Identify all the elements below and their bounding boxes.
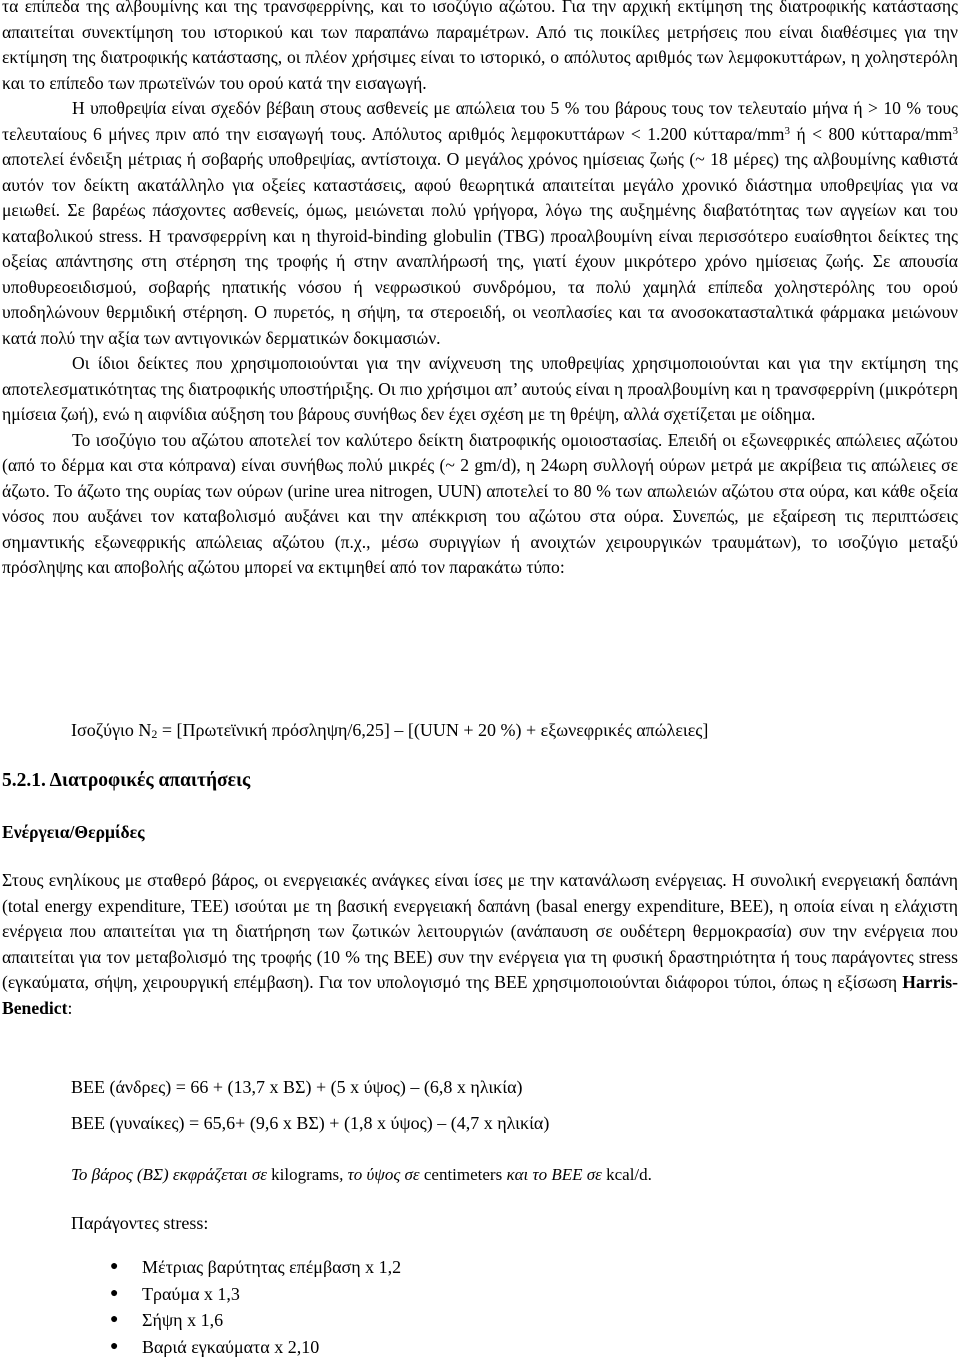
subsection-heading: Ενέργεια/Θερμίδες xyxy=(2,822,145,842)
bullet-icon: ● xyxy=(110,1259,119,1274)
formula-text: Ισοζύγιο N xyxy=(71,720,152,740)
nitrogen-balance-formula xyxy=(71,720,708,741)
text-segment: ή < 800 κύτταρα/mm xyxy=(790,123,953,144)
subscript: 2 xyxy=(151,727,158,741)
list-item xyxy=(0,1281,401,1308)
paragraph-monitoring: Οι ίδιοι δείκτες που χρησιμοποιούνται για την ανίχνευση της υποθρεψίας χρησιμοποιούνται και για την εκτίμηση της αποτελεσματικότητας της διατροφικής υποστήριξης. Οι πιο χρήσιμοι απ’ αυτούς είναι η προαλβουμίνη και η τρανσφερρίνη (μικρότερη ημίσεια ζωή), ενώ η αιφνίδια αύξηση του βάρους συνήθως δεν έχει σχέση με τη θρέψη, αλλά σχετίζεται με οίδημα. xyxy=(2,353,958,424)
list-item-label: Βαριά εγκαύματα x 2,10 xyxy=(142,1336,320,1357)
text-segment: αποτελεί ένδειξη μέτριας ή σοβαρής υποθρεψίας, αντίστοιχα. Ο μεγάλος χρόνος ημίσειας ζωής (~ 18 μέρες) της αλβουμίνης καθιστά αυτόν τον δείκτη ακατάλληλο για οξείες καταστάσεις, αφού θεωρητικά απαιτείται μεγάλο χρονικό διάστημα υποθρεψίας για να μειωθεί. Σε βαρέως πάσχοντες ασθενείς, όμως, μειώνεται πολύ γρήγορα, λόγω της αυξημένης διαβατότητας των αγγείων και του καταβολικού stress. Η τρανσφερρίνη και η thyroid-binding globulin (TBG) προαλβουμίνη είναι περισσότερο ευαίσθητοι δείκτες της οξείας απάντησης στη στέρηση της τροφής ή στην αναπλήρωσή της, γιατί έχουν μικρότερο χρόνο ημίσειας ζωής. Σε απουσία υποθυρεοειδισμού, σοβαρής ηπατικής νόσου ή νεφρωσικού συνδρόμου, τα πολύ χαμηλά επίπεδα χοληστερόλης του ορού υποδηλώνουν θερμιδική στέρηση. Ο πυρετός, η σήψη, τα στεροειδή, οι νεοπλασίες και τα ανοσοκατασταλτικά φάρμακα μειώνουν κατά πολύ την αξία των αντιγονικών δερματικών δοκιμασιών. xyxy=(2,149,958,348)
note-unit: centimeters xyxy=(423,1165,503,1184)
note-text: , το ύψος σε xyxy=(339,1165,424,1184)
note-unit: kcal/d. xyxy=(606,1165,652,1184)
list-item xyxy=(0,1334,401,1361)
bee-men-equation: BEE (άνδρες) = 66 + (13,7 x ΒΣ) + (5 x ύψος) – (6,8 x ηλικία) xyxy=(71,1077,523,1097)
stress-factors-title: Παράγοντες stress: xyxy=(71,1213,209,1233)
bee-women-equation: BEE (γυναίκες) = 65,6+ (9,6 x ΒΣ) + (1,8 x ύψος) – (4,7 x ηλικία) xyxy=(71,1113,550,1133)
list-item-label: Τραύμα x 1,3 xyxy=(142,1283,240,1304)
bold-term: Harris-Benedict xyxy=(2,972,958,1018)
list-item-label: Μέτριας βαρύτητας επέμβαση x 1,2 xyxy=(142,1257,402,1277)
superscript: 3 xyxy=(952,124,958,137)
text-segment: Η υποθρεψία είναι σχεδόν βέβαιη στους ασθενείς με απώλεια του 5 % του βάρους τους τον τελευταίο μήνα ή > 10 % τους τελευταίους 6 μήνες πριν από την εισαγωγή τους. Απόλυτος αριθμός λεμφοκυττάρων < 1.200 κύτταρα/mm xyxy=(2,98,958,144)
text-segment: : xyxy=(67,997,73,1018)
bullet-icon: ● xyxy=(110,1338,119,1354)
note-text: και το BEE σε xyxy=(502,1165,607,1184)
paragraph-assessment: τα επίπεδα της αλβουμίνης και της τρανσφερρίνης, και το ισοζύγιο αζώτου. Για την αρχική εκτίμηση της διατροφικής κατάστασης απαιτείται συνεκτίμηση του ιστορικού και των παραπάνω παραμέτρων. Από τις ποικίλες μετρήσεις που είναι διαθέσιμες για την εκτίμηση της διατροφικής κατάστασης, οι πλέον χρήσιμες είναι το ιστορικό, ο απόλυτος αριθμός των λεμφοκυττάρων, η χοληστερόλη και το επίπεδο των πρωτεϊνών του ορού κατά την εισαγωγή. xyxy=(2,0,958,93)
body-text-block-1 xyxy=(0,0,960,581)
bullet-icon: ● xyxy=(110,1312,119,1328)
paragraph-energy xyxy=(0,868,960,1021)
units-note xyxy=(71,1165,652,1185)
note-unit: kilograms xyxy=(271,1165,340,1184)
body-text-block-2 xyxy=(0,868,960,1021)
note-text: Το βάρος (ΒΣ) εκφράζεται σε xyxy=(71,1165,272,1184)
list-item-label: Σήψη x 1,6 xyxy=(142,1310,224,1331)
list-item xyxy=(0,1307,401,1334)
superscript: 3 xyxy=(784,124,790,137)
text-segment: Στους ενηλίκους με σταθερό βάρος, οι ενεργειακές ανάγκες είναι ίσες με την κατανάλωση ενέργειας. Η συνολική ενεργειακή δαπάνη (total energy expenditure, TEE) ισούται με τη βασική ενεργειακή δαπάνη (basal energy expenditure, BEE), η οποία είναι η ελάχιστη ενέργεια που απαιτείται για τη διατήρηση των ζωτικών λειτουργιών (ανάπαυση σε ουδέτερη θερμοκρασία) συν την ενέργεια που απαιτείται για τον μεταβολισμό της τροφής (10 % της BEE) συν την ενέργεια για τη φυσική δραστηριότητα ή τους παράγοντες stress (εγκαύματα, σήψη, χειρουργική επέμβαση). Για τον υπολογισμό της BEE χρησιμοποιούνται διάφοροι τύποι, όπως η εξίσωση xyxy=(2,870,958,992)
bullet-icon: ● xyxy=(110,1285,119,1301)
list-item xyxy=(0,1254,401,1281)
paragraph-malnutrition-markers xyxy=(0,96,960,351)
paragraph-nitrogen-balance: Το ισοζύγιο του αζώτου αποτελεί τον καλύτερο δείκτη διατροφικής ομοιοστασίας. Επειδή οι εξωνεφρικές απώλειες αζώτου (από το δέρμα και στα κόπρανα) είναι συνήθως πολύ μικρές (~ 2 gm/d), η 24ωρη συλλογή ούρων μετρά με ακρίβεια τις απώλειες σε άζωτο. Το άζωτο της ουρίας των ούρων (urine urea nitrogen, UUN) αποτελεί το 80 % των απωλειών αζώτου στα ούρα, και κάθε οξεία νόσος που αυξάνει τον καταβολισμό αυξάνει και την απέκκριση του αζώτου στα ούρα. Συνεπώς, με εξαίρεση τις περιπτώσεις σημαντικής εξωνεφρικής απώλειας αζώτου (π.χ., μέσω συριγγίων ή ανοιχτών χειρουργικών τραυμάτων), το ισοζύγιο μεταξύ πρόσληψης και αποβολής αζώτου μπορεί να εκτιμηθεί από τον παρακάτω τύπο: xyxy=(2,429,958,577)
formula-text: = [Πρωτεϊνική πρόσληψη/6,25] – [(UUN + 20 %) + εξωνεφρικές απώλειες] xyxy=(157,720,709,740)
section-heading: 5.2.1. Διατροφικές απαιτήσεις xyxy=(2,770,251,791)
stress-factors-list xyxy=(0,1254,401,1360)
